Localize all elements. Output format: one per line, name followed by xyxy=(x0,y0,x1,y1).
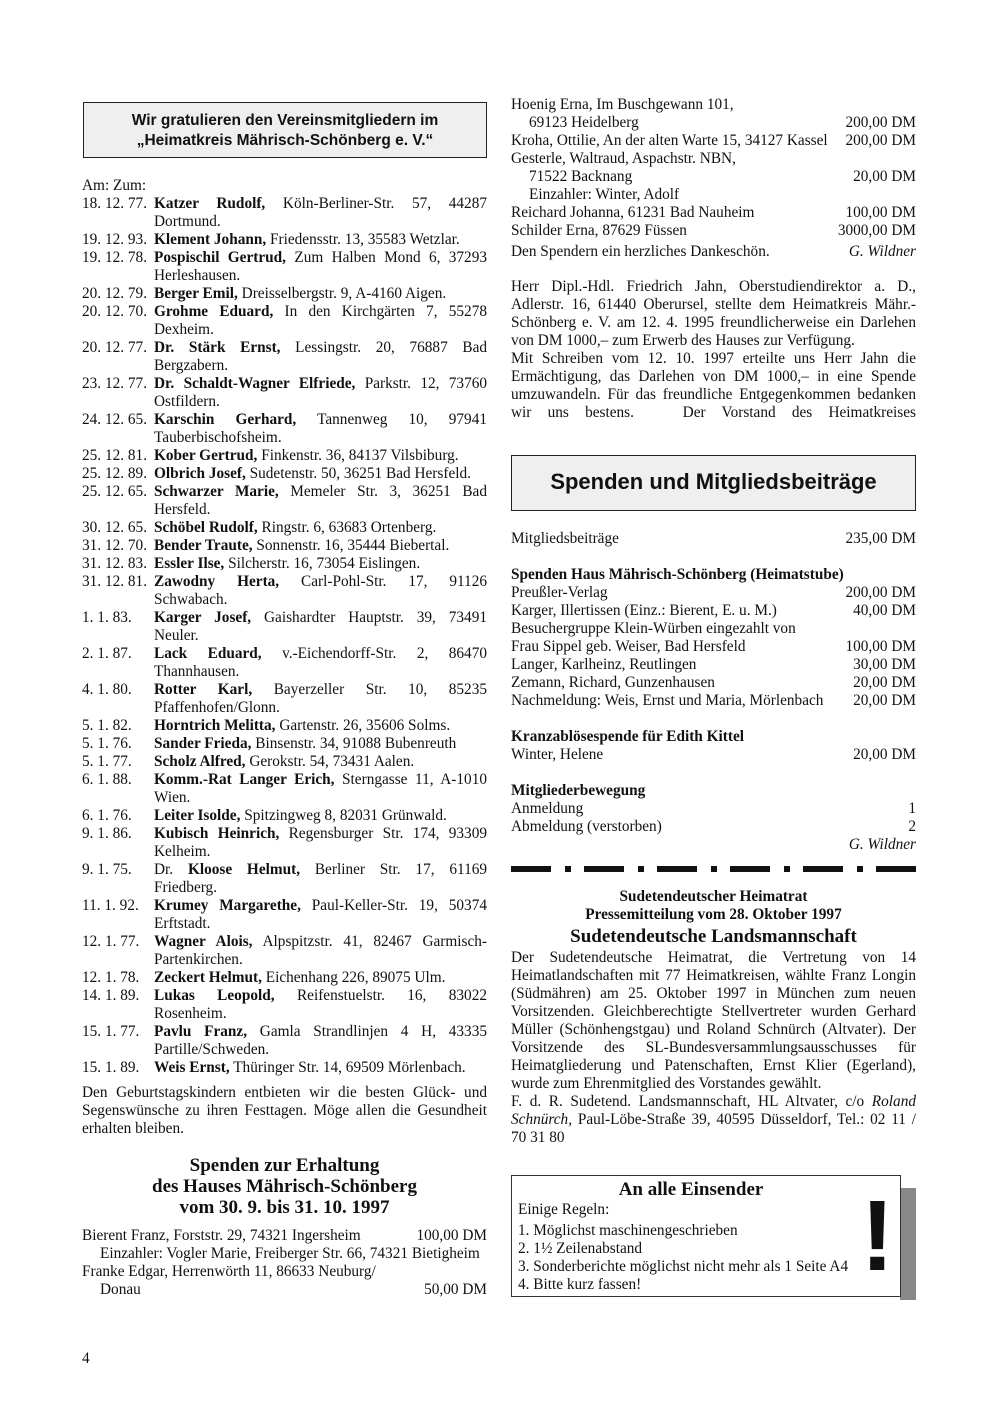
birthday-date: 19. 12. 93. xyxy=(82,231,148,248)
member-address: Tannenweg 10, 97941 Tauberbischofsheim. xyxy=(154,411,487,446)
member-address: Köln-Berliner-Str. 57, 44287 Dortmund. xyxy=(154,195,488,230)
birthday-entry xyxy=(82,519,487,537)
birthday-entry xyxy=(82,717,487,735)
donation-row xyxy=(511,602,916,620)
donation-row xyxy=(511,204,916,222)
haus-heading: Spenden Haus Mährisch-Schönberg (Heimatstube) xyxy=(511,566,844,583)
member-name: Schwarzer Marie, xyxy=(154,483,279,500)
donor-text: Schilder Erna, 87629 Füssen xyxy=(511,222,687,239)
page-number: 4 xyxy=(82,1350,90,1367)
press-title: Sudetendeutsche Landsmannschaft xyxy=(570,926,857,947)
members-count: 1 xyxy=(908,800,916,817)
donation-row xyxy=(511,114,916,132)
donor-text: Einzahler: Vogler Marie, Freiberger Str. 66, 74321 Bietigheim xyxy=(100,1245,480,1262)
member-address: Dreisselbergstr. 9, A-4160 Aigen. xyxy=(241,285,447,302)
birthday-date: 20. 12. 79. xyxy=(82,285,148,302)
member-name: Dr. Schaldt-Wagner Elfriede, xyxy=(154,375,356,392)
donor-text: Gesterle, Waltraud, Aspachstr. NBN, xyxy=(511,150,736,167)
contact-name: Roland Schnürch, xyxy=(511,1093,916,1128)
member-name: Krumey Margarethe, xyxy=(154,897,301,914)
members-label: Anmeldung xyxy=(511,800,584,817)
member-address: Gerokstr. 54, 73431 Aalen. xyxy=(249,753,415,770)
birthday-entry xyxy=(82,537,487,555)
member-name: Sander Frieda, xyxy=(154,735,252,752)
donor-text: Nachmeldung: Weis, Ernst und Maria, Mörlenbach xyxy=(511,692,824,709)
donations-heading-line-3: vom 30. 9. bis 31. 10. 1997 xyxy=(179,1197,390,1218)
contact-address: Paul-Löbe-Straße 39, 40595 Düsseldorf, Tel.: 02 11 / 70 31 80 xyxy=(511,1111,916,1146)
member-name: Wagner Alois, xyxy=(154,933,253,950)
member-address: Reifenstuelstr. 16, 83022 Rosenheim. xyxy=(154,987,487,1022)
birthday-entry xyxy=(82,1059,487,1077)
donor-amount: 200,00 DM xyxy=(845,584,916,601)
member-name: Karschin Gerhard, xyxy=(154,411,297,428)
birthday-date: 14. 1. 89. xyxy=(82,987,140,1004)
donor-amount: 20,00 DM xyxy=(853,674,916,691)
donor-amount: 3000,00 DM xyxy=(837,222,916,239)
jahn-paragraph-1: Herr Dipl.-Hdl. Friedrich Jahn, Oberstudiendirektor a. D., Adlerstr. 16, 61440 Oberursel, stellte dem Heimatkreis Mähr.-Schönberg e. V. am 12. 4. 1995 freundlicherweise ein Darlehen von DM 1000,– zum Erwerb des Hauses zur Verfügung. xyxy=(511,278,916,349)
press-release xyxy=(511,888,916,1147)
member-address: v.-Eichendorff-Str. 2, 86470 Thannhausen. xyxy=(154,645,487,680)
donor-amount: 40,00 DM xyxy=(853,602,916,619)
member-address: Friedensstr. 13, 35583 Wetzlar. xyxy=(270,231,460,248)
fees-label: Mitgliedsbeiträge xyxy=(511,530,619,547)
donor-text: Reichard Johanna, 61231 Bad Nauheim xyxy=(511,204,755,221)
birthday-date: 15. 1. 89. xyxy=(82,1059,140,1076)
birthday-entry xyxy=(82,411,487,447)
closing-paragraph: Den Geburtstagskindern entbieten wir die besten Glück- und Segenswünsche zu ihren Festtagen. Möge allen die Gesundheit erhalten bleiben. xyxy=(82,1084,487,1137)
press-body: Der Sudetendeutsche Heimatrat, die Vertretung von 14 Heimatlandschaften mit 77 Heimatkreisen, wählte Franz Longin (Südmähren) am 25. Oktober 1997 in München zum neuen Vorsitzenden. Gleichberechtigte Stellvertreter wurden Gerhard Müller (Schönhengstgau) und Roland Schnürch (Altvater). Der Vorsitzende des SL-Bundesversammlungsausschusses für Heimatgliederung und Patenschaften, Ernst Klier (Egerland), wurde zum Ehrenmitglied des Vorstandes gewählt. xyxy=(511,949,916,1092)
birthday-entry xyxy=(82,231,487,249)
birthday-entry xyxy=(82,753,487,771)
birthday-entry xyxy=(82,249,487,285)
birthday-entry xyxy=(82,609,487,645)
member-name: Pospischil Gertrud, xyxy=(154,249,286,266)
birthday-entry xyxy=(82,465,487,483)
donor-text: Langer, Karlheinz, Reutlingen xyxy=(511,656,697,673)
member-name: Karger Josef, xyxy=(154,609,252,626)
birthday-date: 11. 1. 92. xyxy=(82,897,139,914)
member-name: Rotter Karl, xyxy=(154,681,253,698)
member-name: Scholz Alfred, xyxy=(154,753,246,770)
birthday-date: 31. 12. 83. xyxy=(82,555,148,572)
notice-subtitle: Einige Regeln: xyxy=(518,1201,610,1218)
donor-text: Donau xyxy=(100,1281,141,1298)
donor-amount: 100,00 DM xyxy=(845,204,916,221)
member-address: Sterngasse 11, A-1010 Wien. xyxy=(154,771,487,806)
member-name: Lack Eduard, xyxy=(154,645,262,662)
birthday-date: 25. 12. 65. xyxy=(82,483,148,500)
donor-text: Frau Sippel geb. Weiser, Bad Hersfeld xyxy=(511,638,746,655)
birthday-entry xyxy=(82,897,487,933)
donations-continued xyxy=(511,96,916,422)
member-name: Dr. Stärk Ernst, xyxy=(154,339,281,356)
donation-row xyxy=(511,186,916,204)
donation-row xyxy=(511,222,916,240)
member-address: Thüringer Str. 14, 69509 Mörlenbach. xyxy=(233,1059,466,1076)
thanks-text: Den Spendern ein herzliches Dankeschön. xyxy=(511,243,770,260)
birthday-entry xyxy=(82,681,487,717)
birthday-entry xyxy=(82,825,487,861)
donation-row xyxy=(511,584,916,602)
birthday-date: 9. 1. 86. xyxy=(82,825,132,842)
finances-section xyxy=(511,530,916,854)
donation-row xyxy=(511,96,916,114)
donation-row xyxy=(511,168,916,186)
birthday-date: 25. 12. 81. xyxy=(82,447,148,464)
donor-text: Besuchergruppe Klein-Würben eingezahlt von xyxy=(511,620,796,637)
kranz-donor: Winter, Helene xyxy=(511,746,604,763)
birthday-entry xyxy=(82,1023,487,1059)
donation-row xyxy=(511,656,916,674)
birthday-entry xyxy=(82,987,487,1023)
member-address: Bayerzeller Str. 10, 85235 Pfaffenhofen/Glonn. xyxy=(154,681,487,716)
list-header: Am: Zum: xyxy=(82,177,147,194)
members-label: Abmeldung (verstorben) xyxy=(511,818,662,835)
member-name: Olbrich Josef, xyxy=(154,465,246,482)
donation-row xyxy=(511,692,916,710)
birthday-entry xyxy=(82,771,487,807)
member-name: Horntrich Melitta, xyxy=(154,717,276,734)
birthday-date: 24. 12. 65. xyxy=(82,411,148,428)
kranz-amount: 20,00 DM xyxy=(853,746,916,763)
birthday-date: 20. 12. 77. xyxy=(82,339,148,356)
member-name: Katzer Rudolf, xyxy=(154,195,266,212)
dash-divider xyxy=(511,866,916,872)
press-line-1: Sudetendeutscher Heimatrat xyxy=(619,888,808,905)
member-address: Sonnenstr. 16, 35444 Biebertal. xyxy=(256,537,450,554)
member-name: Weis Ernst, xyxy=(154,1059,230,1076)
birthday-entry xyxy=(82,339,487,375)
member-address: Lessingstr. 20, 76887 Bad Bergzabern. xyxy=(154,339,488,374)
donor-text: Kroha, Ottilie, An der alten Warte 15, 34127 Kassel xyxy=(511,132,828,149)
member-address: Memeler Str. 3, 36251 Bad Hersfeld. xyxy=(154,483,487,518)
jahn-text: Mit Schreiben vom 12. 10. 1997 erteilte uns Herr Jahn die Ermächtigung, das Darlehen von DM 1000,– in eine Spende umzuwandeln. Für das freundliche Entgegenkommen bedanken wir uns bestens. xyxy=(511,350,916,421)
donor-amount: 200,00 DM xyxy=(845,132,916,149)
header-line-2: „Heimatkreis Mährisch-Schönberg e. V.“ xyxy=(136,132,434,149)
donor-text: Bierent Franz, Forststr. 29, 74321 Ingersheim xyxy=(82,1227,361,1244)
birthday-date: 5. 1. 77. xyxy=(82,753,132,770)
donor-text: 71522 Backnang xyxy=(529,168,633,185)
birthday-date: 5. 1. 76. xyxy=(82,735,132,752)
birthday-date: 1. 1. 83. xyxy=(82,609,132,626)
member-address: Ringstr. 6, 63683 Ortenberg. xyxy=(261,519,437,536)
name-prefix: Dr. xyxy=(154,861,174,878)
member-name: Zeckert Helmut, xyxy=(154,969,262,986)
exclamation-icon: ! xyxy=(860,1180,894,1292)
member-name: Pavlu Franz, xyxy=(154,1023,248,1040)
member-name: Grohme Eduard, xyxy=(154,303,274,320)
birthday-entry xyxy=(82,375,487,411)
birthday-date: 15. 1. 77. xyxy=(82,1023,140,1040)
donations-list xyxy=(82,1227,487,1299)
rule-item: 4. Bitte kurz fassen! xyxy=(518,1276,642,1293)
birthday-entry xyxy=(82,573,487,609)
member-name: Schöbel Rudolf, xyxy=(154,519,258,536)
member-address: Parkstr. 12, 73760 Ostfildern. xyxy=(154,375,488,410)
birthday-date: 12. 1. 77. xyxy=(82,933,140,950)
birthday-entry xyxy=(82,969,487,987)
member-address: Eichenhang 226, 89075 Ulm. xyxy=(265,969,446,986)
member-address: In den Kirchgärten 7, 55278 Dexheim. xyxy=(154,303,487,338)
birthday-entry xyxy=(82,447,487,465)
donations-heading-line-1: Spenden zur Erhaltung xyxy=(189,1155,380,1176)
birthday-date: 19. 12. 78. xyxy=(82,249,148,266)
section-title-box: Spenden und Mitgliedsbeiträge xyxy=(511,455,916,511)
member-address: Gartenstr. 26, 35606 Solms. xyxy=(279,717,451,734)
members-count: 2 xyxy=(908,818,916,835)
kranz-heading: Kranzablösespende für Edith Kittel xyxy=(511,728,745,745)
birthday-date: 25. 12. 89. xyxy=(82,465,148,482)
member-name: Leiter Isolde, xyxy=(154,807,241,824)
donor-text: 69123 Heidelberg xyxy=(529,114,639,131)
member-address: Silcherstr. 16, 73054 Eislingen. xyxy=(228,555,421,572)
rule-item: 1. Möglichst maschinengeschrieben xyxy=(518,1222,738,1239)
birthday-date: 31. 12. 70. xyxy=(82,537,148,554)
rule-item: 3. Sonderberichte möglichst nicht mehr als 1 Seite A4 xyxy=(518,1258,849,1275)
member-name: Lukas Leopold, xyxy=(154,987,275,1004)
birthday-date: 12. 1. 78. xyxy=(82,969,140,986)
press-contact xyxy=(511,1093,916,1147)
birthday-date: 20. 12. 70. xyxy=(82,303,148,320)
member-address: Carl-Pohl-Str. 17, 91126 Schwabach. xyxy=(154,573,487,608)
donor-amount: 30,00 DM xyxy=(853,656,916,673)
donor-amount: 200,00 DM xyxy=(845,114,916,131)
birthday-date: 31. 12. 81. xyxy=(82,573,148,590)
member-address: Zum Halben Mond 6, 37293 Herleshausen. xyxy=(154,249,488,284)
donor-amount: 50,00 DM xyxy=(424,1281,487,1298)
birthday-entry xyxy=(82,195,487,231)
member-name: Essler Ilse, xyxy=(154,555,225,572)
birthday-entry xyxy=(82,807,487,825)
jahn-signature: Der Vorstand des Heimatkreises xyxy=(682,404,916,421)
rule-item: 2. 1½ Zeilenabstand xyxy=(518,1240,643,1257)
donor-text: Einzahler: Winter, Adolf xyxy=(529,186,680,203)
donation-row xyxy=(511,150,916,168)
birthday-entry xyxy=(82,483,487,519)
member-name: Klement Johann, xyxy=(154,231,267,248)
birthday-entry xyxy=(82,555,487,573)
birthday-entry xyxy=(82,861,487,897)
birthday-date: 30. 12. 65. xyxy=(82,519,148,536)
birthday-entry xyxy=(82,645,487,681)
birthday-entry xyxy=(82,303,487,339)
jahn-paragraph-2 xyxy=(511,350,916,422)
congratulations-header-box xyxy=(83,102,487,158)
donor-text: Hoenig Erna, Im Buschgewann 101, xyxy=(511,96,734,113)
donor-amount: 20,00 DM xyxy=(853,692,916,709)
donor-text: Karger, Illertissen (Einz.: Bierent, E. u. M.) xyxy=(511,602,777,619)
donation-row xyxy=(511,620,916,638)
member-name: Zawodny Herta, xyxy=(154,573,280,590)
donor-text: Zemann, Richard, Gunzenhausen xyxy=(511,674,715,691)
birthday-entry xyxy=(82,285,487,303)
birthday-section xyxy=(82,177,487,1138)
donor-amount: 100,00 DM xyxy=(845,638,916,655)
birthday-date: 2. 1. 87. xyxy=(82,645,132,662)
birthday-date: 5. 1. 82. xyxy=(82,717,132,734)
birthday-date: 9. 1. 75. xyxy=(82,861,132,878)
birthday-entry xyxy=(82,735,487,753)
donor-amount: 100,00 DM xyxy=(416,1227,487,1244)
header-line-1: Wir gratulieren den Vereinsmitgliedern im xyxy=(131,112,439,129)
birthday-entry xyxy=(82,933,487,969)
member-address: Binsenstr. 34, 91088 Bubenreuth xyxy=(255,735,457,752)
birthday-date: 6. 1. 76. xyxy=(82,807,132,824)
member-name: Kloose Helmut, xyxy=(187,861,301,878)
member-address: Paul-Keller-Str. 19, 50374 Erftstadt. xyxy=(154,897,488,932)
member-name: Kubisch Heinrich, xyxy=(154,825,280,842)
birthday-date: 4. 1. 80. xyxy=(82,681,132,698)
member-address: Sudetenstr. 50, 36251 Bad Hersfeld. xyxy=(249,465,471,482)
press-line-2: Pressemitteilung vom 28. Oktober 1997 xyxy=(585,906,842,923)
member-address: Gaishardter Hauptstr. 39, 73491 Neuler. xyxy=(154,609,487,644)
donation-row xyxy=(511,132,916,150)
donor-text: Franke Edgar, Herrenwörth 11, 86633 Neuburg/ xyxy=(82,1263,376,1280)
birthday-date: 23. 12. 77. xyxy=(82,375,148,392)
member-address: Finkenstr. 36, 84137 Vilsbiburg. xyxy=(261,447,459,464)
notice-box xyxy=(511,1175,901,1297)
fees-amount: 235,00 DM xyxy=(845,530,916,547)
donor-text: Preußler-Verlag xyxy=(511,584,608,601)
donations-heading xyxy=(82,1155,487,1218)
birthday-date: 6. 1. 88. xyxy=(82,771,132,788)
birthday-date: 18. 12. 77. xyxy=(82,195,148,212)
member-address: Berliner Str. 17, 61169 Friedberg. xyxy=(154,861,488,896)
notice-box-shadow xyxy=(900,1188,916,1300)
member-address: Gamla Strandlinjen 4 H, 43335 Partille/Schweden. xyxy=(154,1023,487,1058)
donation-row xyxy=(511,638,916,656)
member-address: Regensburger Str. 174, 93309 Kelheim. xyxy=(154,825,488,860)
birthday-list xyxy=(82,195,487,1077)
member-name: Bender Traute, xyxy=(154,537,253,554)
member-name: Kober Gertrud, xyxy=(154,447,258,464)
contact-text: F. d. R. Sudetend. Landsmannschaft, HL Altvater, c/o xyxy=(511,1093,865,1110)
member-name: Komm.-Rat Langer Erich, xyxy=(154,771,335,788)
donor-amount: 20,00 DM xyxy=(853,168,916,185)
signature: G. Wildner xyxy=(848,243,916,260)
member-address: Alpspitzstr. 41, 82467 Garmisch-Partenkirchen. xyxy=(154,933,488,968)
donation-row xyxy=(511,674,916,692)
member-name: Berger Emil, xyxy=(154,285,238,302)
signature: G. Wildner xyxy=(848,836,916,853)
notice-title: An alle Einsender xyxy=(618,1179,764,1200)
member-address: Spitzingweg 8, 82031 Grünwald. xyxy=(244,807,447,824)
donations-heading-line-2: des Hauses Mährisch-Schönberg xyxy=(152,1176,417,1197)
members-heading: Mitgliederbewegung xyxy=(511,782,646,799)
